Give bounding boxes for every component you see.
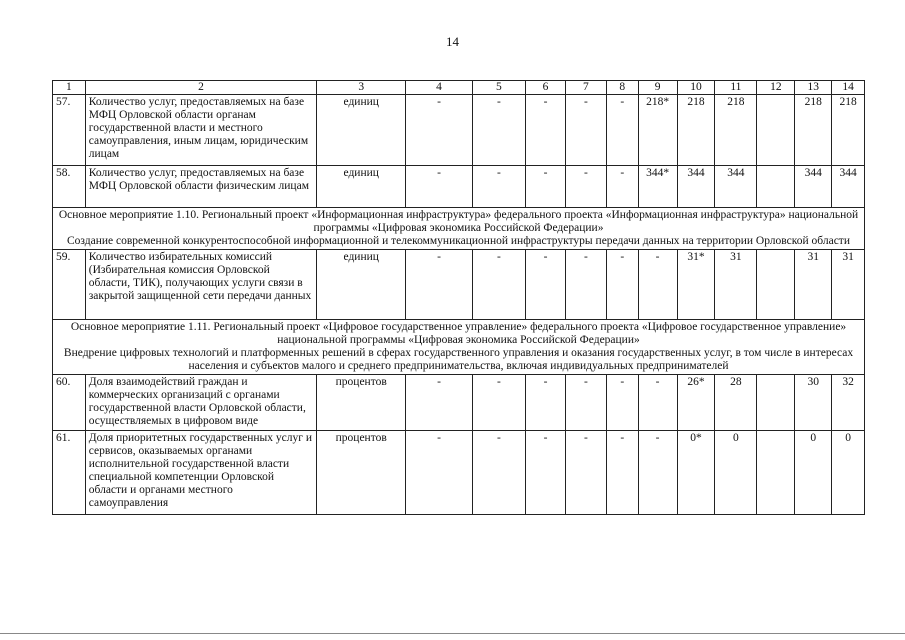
- column-number-cell: 12: [757, 81, 795, 95]
- unit-of-measure: единиц: [317, 95, 406, 166]
- value-cell-c11: 31: [715, 250, 757, 320]
- value-cell-c4: -: [406, 431, 473, 515]
- value-cell-c8: -: [606, 250, 638, 320]
- value-cell-c12: [757, 431, 795, 515]
- value-cell-c6: -: [526, 431, 566, 515]
- value-cell-c10: 31*: [677, 250, 715, 320]
- unit-of-measure: единиц: [317, 166, 406, 208]
- value-cell-c4: -: [406, 250, 473, 320]
- value-cell-c5: -: [472, 431, 525, 515]
- indicator-name: Доля взаимодействий граждан и коммерческих организаций с органами государственной власти Орловской области, осуществляемых в цифровом виде: [85, 375, 316, 431]
- indicator-name: Количество избирательных комиссий (Избирательная комиссия Орловской области, ТИК), получающих услуги связи в закрытой защищенной сети передачи данных: [85, 250, 316, 320]
- value-cell-c9: 218*: [638, 95, 677, 166]
- unit-of-measure: единиц: [317, 250, 406, 320]
- value-cell-c13: 218: [795, 95, 832, 166]
- column-number-cell: 14: [832, 81, 865, 95]
- value-cell-c5: -: [472, 375, 525, 431]
- section-description: Создание современной конкурентоспособной информационной и телекоммуникационной инфраструктуры передачи данных на территории Орловской области: [67, 235, 850, 247]
- table-body: [53, 81, 865, 515]
- value-cell-c7: -: [565, 166, 606, 208]
- column-number-cell: 10: [677, 81, 715, 95]
- column-number-cell: 9: [638, 81, 677, 95]
- value-cell-c7: -: [565, 375, 606, 431]
- column-number-cell: 4: [406, 81, 473, 95]
- value-cell-c9: -: [638, 250, 677, 320]
- column-number-cell: 11: [715, 81, 757, 95]
- section-title: Основное мероприятие 1.10. Региональный проект «Информационная инфраструктура» федерального проекта «Информационная инфраструктура» национальной программы «Цифровая экономика Российской Федерации»: [58, 209, 859, 234]
- value-cell-c5: -: [472, 95, 525, 166]
- value-cell-c13: 31: [795, 250, 832, 320]
- value-cell-c9: -: [638, 431, 677, 515]
- indicators-table: [52, 80, 865, 515]
- column-number-cell: 1: [53, 81, 86, 95]
- value-cell-c10: 344: [677, 166, 715, 208]
- value-cell-c4: -: [406, 166, 473, 208]
- value-cell-c14: 218: [832, 95, 865, 166]
- value-cell-c7: -: [565, 95, 606, 166]
- value-cell-c10: 0*: [677, 431, 715, 515]
- row-number: 60.: [53, 375, 86, 431]
- value-cell-c6: -: [526, 375, 566, 431]
- column-number-row: [53, 81, 865, 95]
- page-bottom-rule: [0, 633, 905, 634]
- column-number-cell: 8: [606, 81, 638, 95]
- column-number-cell: 13: [795, 81, 832, 95]
- value-cell-c7: -: [565, 431, 606, 515]
- column-number-cell: 5: [472, 81, 525, 95]
- value-cell-c8: -: [606, 431, 638, 515]
- value-cell-c5: -: [472, 250, 525, 320]
- value-cell-c12: [757, 375, 795, 431]
- value-cell-c6: -: [526, 250, 566, 320]
- unit-of-measure: процентов: [317, 431, 406, 515]
- table-row: [53, 250, 865, 320]
- value-cell-c8: -: [606, 375, 638, 431]
- value-cell-c7: -: [565, 250, 606, 320]
- value-cell-c11: 28: [715, 375, 757, 431]
- indicator-name: Количество услуг, предоставляемых на базе МФЦ Орловской области органам государственной власти и местного самоуправления, иным лицам, юридическим лицам: [85, 95, 316, 166]
- table-row: [53, 431, 865, 515]
- value-cell-c11: 344: [715, 166, 757, 208]
- page-number: 14: [446, 34, 459, 49]
- value-cell-c5: -: [472, 166, 525, 208]
- value-cell-c8: -: [606, 166, 638, 208]
- section-heading: [53, 320, 865, 375]
- value-cell-c6: -: [526, 166, 566, 208]
- value-cell-c12: [757, 95, 795, 166]
- section-heading-row: [53, 320, 865, 375]
- value-cell-c4: -: [406, 375, 473, 431]
- indicator-name: Количество услуг, предоставляемых на базе МФЦ Орловской области физическим лицам: [85, 166, 316, 208]
- row-number: 58.: [53, 166, 86, 208]
- value-cell-c12: [757, 250, 795, 320]
- row-number: 57.: [53, 95, 86, 166]
- table-row: [53, 95, 865, 166]
- value-cell-c10: 218: [677, 95, 715, 166]
- table-row: [53, 166, 865, 208]
- column-number-cell: 7: [565, 81, 606, 95]
- value-cell-c12: [757, 166, 795, 208]
- section-heading-row: [53, 208, 865, 250]
- value-cell-c14: 344: [832, 166, 865, 208]
- value-cell-c11: 0: [715, 431, 757, 515]
- value-cell-c14: 0: [832, 431, 865, 515]
- value-cell-c14: 32: [832, 375, 865, 431]
- value-cell-c6: -: [526, 95, 566, 166]
- table-row: [53, 375, 865, 431]
- value-cell-c9: -: [638, 375, 677, 431]
- column-number-cell: 3: [317, 81, 406, 95]
- value-cell-c13: 30: [795, 375, 832, 431]
- row-number: 61.: [53, 431, 86, 515]
- section-description: Внедрение цифровых технологий и платформенных решений в сферах государственного управления и оказания государственных услуг, в том числе в интересах населения и субъектов малого и среднего предпринимательства, включая индивидуальных предпринимателей: [63, 347, 854, 372]
- section-title: Основное мероприятие 1.11. Региональный проект «Цифровое государственное управление» федерального проекта «Цифровое государственное управление» национальной программы «Цифровая экономика Российской Федерации»: [70, 321, 847, 346]
- column-number-cell: 6: [526, 81, 566, 95]
- value-cell-c13: 0: [795, 431, 832, 515]
- value-cell-c13: 344: [795, 166, 832, 208]
- value-cell-c11: 218: [715, 95, 757, 166]
- row-number: 59.: [53, 250, 86, 320]
- value-cell-c4: -: [406, 95, 473, 166]
- section-heading: [53, 208, 865, 250]
- indicator-name: Доля приоритетных государственных услуг и сервисов, оказываемых органами исполнительной государственной власти специальной компетенции Орловской области и органами местного самоуправления: [85, 431, 316, 515]
- value-cell-c14: 31: [832, 250, 865, 320]
- value-cell-c10: 26*: [677, 375, 715, 431]
- value-cell-c9: 344*: [638, 166, 677, 208]
- unit-of-measure: процентов: [317, 375, 406, 431]
- column-number-cell: 2: [85, 81, 316, 95]
- value-cell-c8: -: [606, 95, 638, 166]
